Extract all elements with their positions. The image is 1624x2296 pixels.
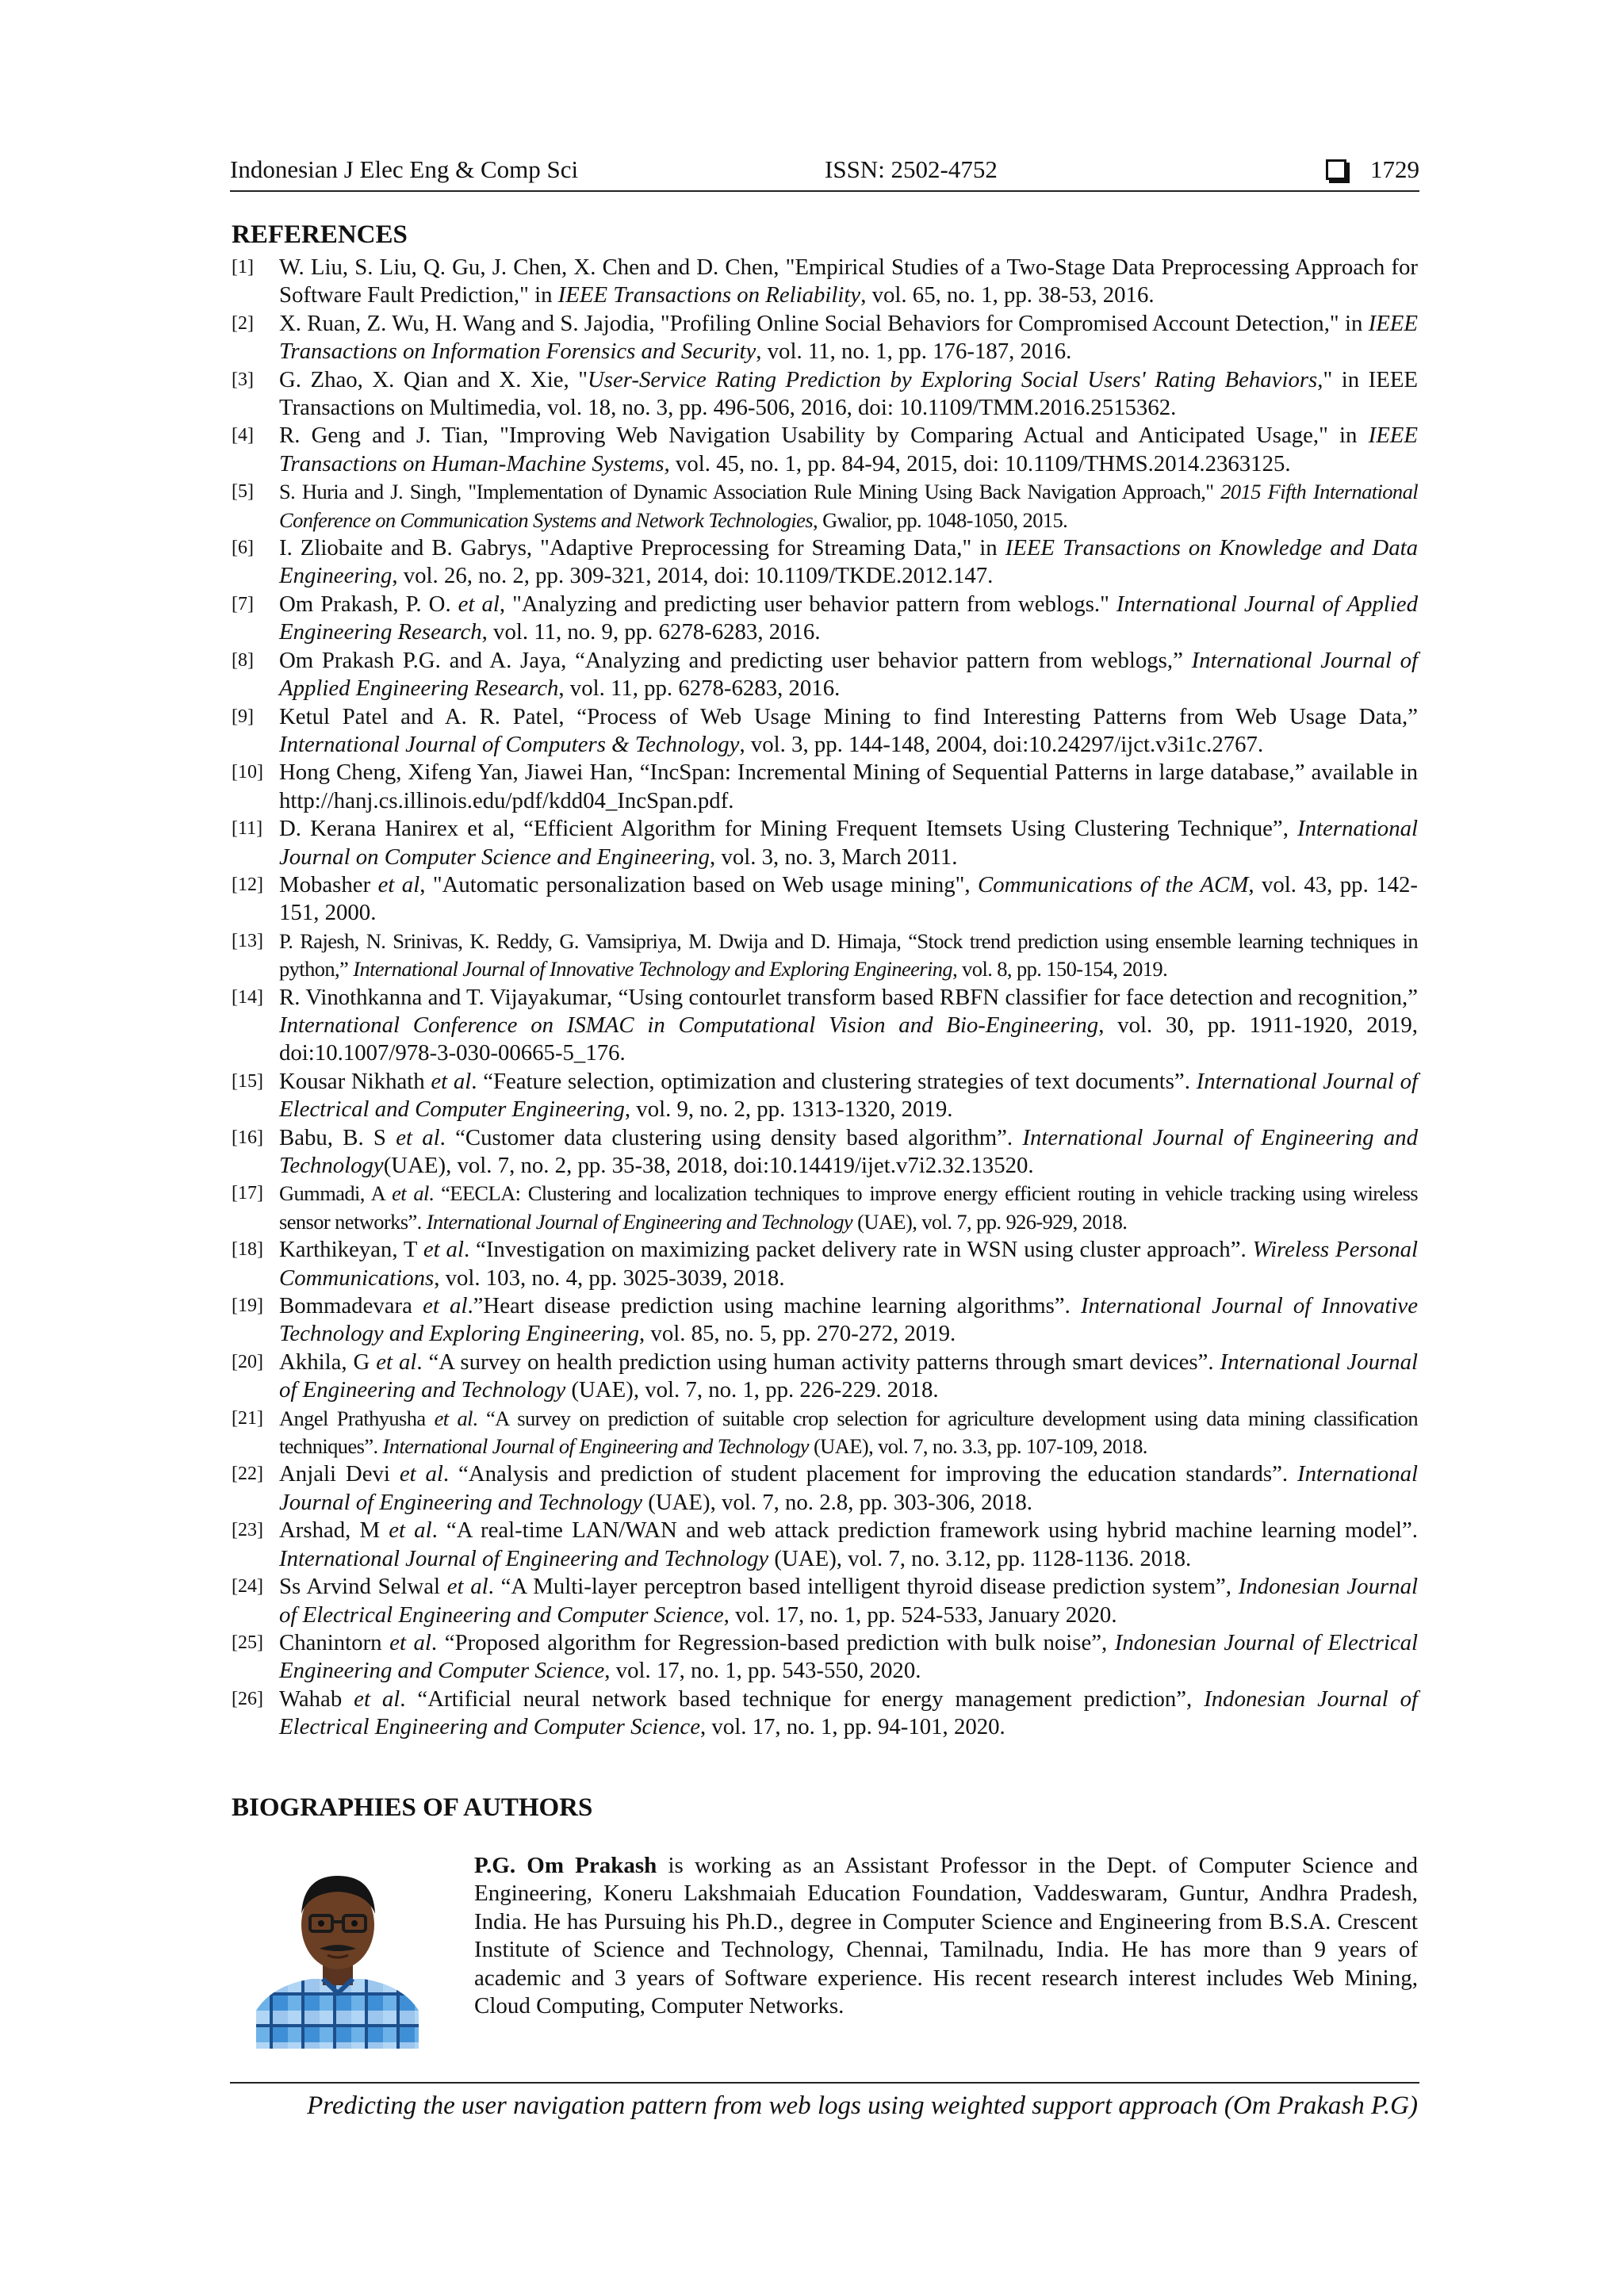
reference-segment: Arshad, M bbox=[279, 1517, 389, 1544]
reference-item bbox=[232, 422, 1418, 478]
reference-segment: W. Liu, S. Liu, Q. Gu, J. Chen, X. Chen and D. Chen, "Empirical Studies of a Two-Stage Data Preprocessing Approach for Software Fault Prediction," in bbox=[279, 254, 1418, 308]
reference-segment: Om Prakash P.G. and A. Jaya, “Analyzing and predicting user behavior pattern from weblogs,” bbox=[279, 647, 1192, 673]
reference-segment: Chanintorn bbox=[279, 1629, 390, 1655]
reference-number: [26] bbox=[232, 1688, 263, 1709]
biographies-heading: BIOGRAPHIES OF AUTHORS bbox=[232, 1793, 593, 1822]
reference-number: [22] bbox=[232, 1464, 263, 1485]
reference-segment: R. Vinothkanna and T. Vijayakumar, “Using contourlet transform based RBFN classifier for face detection and recognition,” bbox=[279, 984, 1418, 1010]
reference-segment: (UAE), vol. 7, no. 2, pp. 35-38, 2018, doi:10.14419/ijet.v7i2.32.13520. bbox=[383, 1153, 1034, 1178]
reference-segment: D. Kerana Hanirex et al, “Efficient Algorithm for Mining Frequent Itemsets Using Clustering Technique”, bbox=[279, 816, 1298, 842]
reference-number: [25] bbox=[232, 1632, 263, 1653]
reference-segment: . “EECLA: Clustering and localization techniques to improve energy efficient routing in vehicle tracking using wireless sensor networks”. bbox=[279, 1181, 1418, 1234]
reference-item bbox=[232, 1292, 1418, 1349]
reference-text bbox=[279, 1292, 1418, 1349]
reference-number: [9] bbox=[232, 706, 254, 727]
reference-italic-segment: International Journal of Engineering and Technology bbox=[279, 1349, 1418, 1403]
reference-italic-segment: International Journal on Computer Science and Engineering bbox=[279, 816, 1418, 870]
reference-text bbox=[279, 534, 1418, 591]
reference-text bbox=[279, 254, 1418, 310]
reference-segment: , vol. 3, pp. 144-148, 2004, doi:10.24297/ijct.v3i1c.2767. bbox=[739, 731, 1264, 757]
reference-segment: Wahab bbox=[279, 1686, 354, 1712]
reference-italic-segment: Indonesian Journal of Electrical Engineering and Computer Science bbox=[279, 1686, 1418, 1740]
reference-italic-segment: et al bbox=[376, 1349, 417, 1375]
reference-item bbox=[232, 1068, 1418, 1124]
reference-item bbox=[232, 1236, 1418, 1292]
author-name: P.G. Om Prakash bbox=[474, 1853, 657, 1878]
reference-text bbox=[279, 1686, 1418, 1742]
reference-segment: (UAE), vol. 7, pp. 926-929, 2018. bbox=[852, 1209, 1128, 1234]
reference-text bbox=[279, 984, 1418, 1068]
reference-item bbox=[232, 759, 1418, 815]
reference-item bbox=[232, 1573, 1418, 1629]
reference-item bbox=[232, 1349, 1418, 1405]
reference-number: [13] bbox=[232, 930, 263, 951]
reference-number: [14] bbox=[232, 986, 263, 1008]
reference-segment: , vol. 17, no. 1, pp. 543-550, 2020. bbox=[604, 1658, 921, 1684]
reference-segment: Mobasher bbox=[279, 871, 378, 897]
author-biography bbox=[474, 1852, 1418, 2020]
reference-text bbox=[279, 591, 1418, 647]
reference-segment: Karthikeyan, T bbox=[279, 1237, 423, 1263]
reference-number: [16] bbox=[232, 1127, 263, 1148]
reference-italic-segment: Indonesian Journal of Electrical Engineering and Computer Science bbox=[279, 1629, 1418, 1684]
reference-segment: , vol. 85, no. 5, pp. 270-272, 2019. bbox=[639, 1321, 956, 1347]
running-footer: Predicting the user navigation pattern from web logs using weighted support approach (Om Prakash P.G) bbox=[307, 2091, 1418, 2120]
reference-text bbox=[279, 1573, 1418, 1629]
reference-number: [19] bbox=[232, 1295, 263, 1317]
reference-number: [24] bbox=[232, 1576, 263, 1598]
reference-italic-segment: International Journal of Innovative Technology and Exploring Engineering bbox=[279, 1293, 1418, 1347]
reference-text bbox=[279, 422, 1418, 478]
reference-segment: . “Analysis and prediction of student placement for improving the education standards”. bbox=[442, 1461, 1298, 1487]
reference-segment: Kousar Nikhath bbox=[279, 1068, 431, 1094]
reference-item bbox=[232, 534, 1418, 591]
reference-italic-segment: IEEE Transactions on Human-Machine Systems, bbox=[279, 423, 1418, 476]
reference-segment: Om Prakash, P. O. bbox=[279, 591, 458, 617]
reference-italic-segment: Communications of the ACM bbox=[978, 871, 1249, 897]
reference-italic-segment: Wireless Personal Communications bbox=[279, 1237, 1418, 1291]
reference-text bbox=[279, 1124, 1418, 1181]
reference-text bbox=[279, 928, 1418, 984]
reference-text bbox=[279, 310, 1418, 366]
reference-segment: . “Investigation on maximizing packet delivery rate in WSN using cluster approach”. bbox=[463, 1237, 1253, 1263]
reference-number: [17] bbox=[232, 1183, 263, 1204]
page-number: 1729 bbox=[1370, 155, 1419, 183]
reference-number: [10] bbox=[232, 762, 263, 783]
reference-segment: (UAE), vol. 7, no. 3.12, pp. 1128-1136. 2018. bbox=[768, 1545, 1192, 1571]
journal-name: Indonesian J Elec Eng & Comp Sci bbox=[230, 155, 579, 183]
reference-item bbox=[232, 1517, 1418, 1573]
reference-segment: S. Huria and J. Singh, "Implementation of Dynamic Association Rule Mining Using Back Navigation Approach," bbox=[279, 480, 1221, 504]
reference-item bbox=[232, 591, 1418, 647]
reference-segment: . “Feature selection, optimization and clustering strategies of text documents”. bbox=[471, 1068, 1197, 1094]
reference-text bbox=[279, 1236, 1418, 1292]
reference-item bbox=[232, 647, 1418, 703]
reference-text bbox=[279, 1517, 1418, 1573]
reference-segment: , vol. 17, no. 1, pp. 94-101, 2020. bbox=[700, 1714, 1005, 1740]
reference-segment: , vol. 26, no. 2, pp. 309-321, 2014, doi: 10.1109/TKDE.2012.147. bbox=[392, 563, 994, 589]
reference-segment: . “A survey on prediction of suitable crop selection for agriculture development using data mining classification techniques”. bbox=[279, 1406, 1418, 1459]
checkbox-square-icon bbox=[1326, 159, 1346, 180]
reference-segment: , "Analyzing and predicting user behavior pattern from weblogs." bbox=[499, 591, 1116, 617]
reference-italic-segment: et al bbox=[431, 1068, 472, 1094]
reference-text bbox=[279, 815, 1418, 871]
reference-item bbox=[232, 871, 1418, 928]
reference-segment: P. Rajesh, N. Srinivas, K. Reddy, G. Vamsipriya, M. Dwija and D. Himaja, “Stock trend prediction using ensemble learning techniques in python,” bbox=[279, 928, 1418, 982]
reference-text bbox=[279, 647, 1418, 703]
reference-segment: , vol. 8, pp. 150-154, 2019. bbox=[952, 957, 1168, 982]
reference-number: [12] bbox=[232, 874, 263, 895]
reference-item bbox=[232, 928, 1418, 984]
running-header bbox=[230, 155, 1419, 192]
reference-item bbox=[232, 815, 1418, 871]
reference-italic-segment: International Journal of Engineering and Technology bbox=[426, 1209, 853, 1234]
reference-segment: (UAE), vol. 7, no. 1, pp. 226-229. 2018. bbox=[565, 1377, 939, 1403]
reference-item bbox=[232, 366, 1418, 423]
reference-italic-segment: International Journal of Engineering and Technology bbox=[279, 1545, 769, 1571]
reference-italic-segment: Indonesian Journal of Electrical Engineering and Computer Science bbox=[279, 1574, 1418, 1628]
reference-text bbox=[279, 871, 1418, 928]
footer-rule bbox=[230, 2082, 1419, 2084]
reference-number: [18] bbox=[232, 1239, 263, 1261]
reference-italic-segment: 2015 Fifth International Conference on Communication Systems and Network Technologies bbox=[279, 480, 1418, 532]
reference-italic-segment: et al bbox=[399, 1461, 443, 1487]
reference-segment: , vol. 11, pp. 6278-6283, 2016. bbox=[558, 675, 841, 702]
reference-number: [15] bbox=[232, 1070, 263, 1092]
reference-italic-segment: et al bbox=[396, 1124, 440, 1150]
reference-segment: Hong Cheng, Xifeng Yan, Jiawei Han, “IncSpan: Incremental Mining of Sequential Patterns in large database,” available in http://hanj.cs.illinois.edu/pdf/kdd04_IncSpan.pdf. bbox=[279, 760, 1418, 813]
reference-text bbox=[279, 1068, 1418, 1124]
reference-segment: , vol. 65, no. 1, pp. 38-53, 2016. bbox=[860, 282, 1155, 308]
issn: ISSN: 2502-4752 bbox=[825, 155, 998, 183]
author-bio-text: is working as an Assistant Professor in the Dept. of Computer Science and Engineering, Koneru Lakshmaiah Education Foundation, Vaddeswaram, Guntur, Andhra Pradesh, India. He has Pursuing his Ph.D., degree in Computer Science and Engineering from B.S.A. Crescent Institute of Science and Technology, Chennai, Tamilnadu, India. He has more than 9 years of academic and 3 years of Software experience. His recent research interest includes Web Mining, Cloud Computing, Computer Networks. bbox=[474, 1853, 1419, 2019]
reference-item bbox=[232, 1405, 1418, 1461]
reference-text bbox=[279, 1180, 1418, 1236]
reference-text bbox=[279, 478, 1418, 534]
reference-segment: . “Artificial neural network based technique for energy management prediction”, bbox=[400, 1686, 1205, 1712]
reference-italic-segment: International Journal of Applied Engineering Research bbox=[279, 591, 1418, 645]
reference-text bbox=[279, 1405, 1418, 1461]
reference-number: [6] bbox=[232, 538, 254, 559]
reference-italic-segment: et al bbox=[423, 1237, 464, 1263]
reference-item bbox=[232, 1124, 1418, 1181]
reference-text bbox=[279, 1460, 1418, 1517]
reference-number: [8] bbox=[232, 649, 254, 671]
reference-number: [4] bbox=[232, 425, 254, 446]
reference-segment: , vol. 103, no. 4, pp. 3025-3039, 2018. bbox=[434, 1265, 785, 1291]
reference-italic-segment: et al bbox=[389, 1629, 431, 1655]
reference-number: [7] bbox=[232, 593, 254, 614]
reference-text bbox=[279, 1629, 1418, 1686]
reference-italic-segment: International Journal of Engineering and Technology bbox=[279, 1461, 1418, 1515]
reference-italic-segment: International Conference on ISMAC in Computational Vision and Bio-Engineering bbox=[279, 1012, 1099, 1038]
reference-italic-segment: IEEE Transactions on Knowledge and Data Engineering bbox=[279, 535, 1418, 589]
reference-segment: G. Zhao, X. Qian and X. Xie, " bbox=[279, 366, 588, 392]
reference-segment: , "Automatic personalization based on Web usage mining", bbox=[419, 871, 979, 897]
reference-segment: Angel Prathyusha bbox=[279, 1406, 435, 1430]
reference-number: [11] bbox=[232, 818, 263, 840]
reference-segment: , vol. 3, no. 3, March 2011. bbox=[710, 844, 958, 870]
reference-segment: Gummadi, A bbox=[279, 1181, 393, 1206]
reference-item bbox=[232, 984, 1418, 1068]
reference-number: [23] bbox=[232, 1520, 263, 1541]
reference-segment: . “A Multi-layer perceptron based intelligent thyroid disease prediction system”, bbox=[488, 1574, 1239, 1600]
reference-item bbox=[232, 1180, 1418, 1236]
reference-italic-segment: et al bbox=[446, 1574, 488, 1600]
reference-item bbox=[232, 1629, 1418, 1686]
reference-italic-segment: User-Service Rating Prediction by Exploring Social Users' Rating Behaviors bbox=[587, 366, 1318, 392]
reference-number: [3] bbox=[232, 369, 254, 390]
reference-text bbox=[279, 366, 1418, 423]
reference-segment: (UAE), vol. 7, no. 2.8, pp. 303-306, 2018. bbox=[642, 1489, 1032, 1515]
reference-segment: , vol. 17, no. 1, pp. 524-533, January 2020. bbox=[723, 1601, 1117, 1628]
reference-number: [20] bbox=[232, 1351, 263, 1372]
reference-number: [5] bbox=[232, 481, 254, 503]
reference-text bbox=[279, 1349, 1418, 1405]
reference-italic-segment: International Journal of Applied Engineering Research bbox=[279, 647, 1418, 702]
reference-italic-segment: et al bbox=[434, 1406, 473, 1430]
reference-text bbox=[279, 703, 1418, 760]
reference-number: [1] bbox=[232, 257, 254, 277]
reference-segment: , vol. 11, no. 1, pp. 176-187, 2016. bbox=[756, 339, 1072, 365]
reference-segment: . “A real-time LAN/WAN and web attack prediction framework using hybrid machine learning model”. bbox=[431, 1517, 1418, 1544]
reference-segment: Ketul Patel and A. R. Patel, “Process of Web Usage Mining to find Interesting Patterns from Web Usage Data,” bbox=[279, 703, 1418, 729]
reference-segment: I. Zliobaite and B. Gabrys, "Adaptive Preprocessing for Streaming Data," in bbox=[279, 535, 1005, 561]
reference-italic-segment: International Journal of Engineering and Technology bbox=[279, 1124, 1418, 1178]
reference-segment: Ss Arvind Selwal bbox=[279, 1574, 447, 1600]
reference-italic-segment: International Journal of Electrical and Computer Engineering bbox=[279, 1068, 1418, 1123]
reference-italic-segment: IEEE Transactions on Reliability bbox=[557, 282, 861, 308]
reference-italic-segment: et al bbox=[423, 1293, 468, 1319]
reference-segment: X. Ruan, Z. Wu, H. Wang and S. Jajodia, "Profiling Online Social Behaviors for Compromised Account Detection," in bbox=[279, 310, 1369, 336]
reference-italic-segment: et al bbox=[377, 871, 420, 897]
reference-item bbox=[232, 1460, 1418, 1517]
reference-number: [2] bbox=[232, 312, 254, 334]
author-photo bbox=[256, 1852, 419, 2049]
reference-item bbox=[232, 478, 1418, 534]
reference-segment: . “Customer data clustering using density based algorithm”. bbox=[439, 1124, 1023, 1150]
reference-segment: R. Geng and J. Tian, "Improving Web Navigation Usability by Comparing Actual and Anticipated Usage," in bbox=[279, 423, 1369, 449]
reference-segment: Babu, B. S bbox=[279, 1124, 396, 1150]
reference-segment: . “A survey on health prediction using human activity patterns through smart devices”. bbox=[416, 1349, 1220, 1375]
reference-segment: .”Heart disease prediction using machine learning algorithms”. bbox=[467, 1293, 1081, 1319]
reference-item bbox=[232, 703, 1418, 760]
reference-segment: Anjali Devi bbox=[279, 1461, 400, 1487]
reference-italic-segment: et al bbox=[354, 1686, 400, 1712]
reference-italic-segment: et al bbox=[389, 1517, 432, 1544]
reference-segment: ," in IEEE Transactions on Multimedia, vol. 18, no. 3, pp. 496-506, 2016, doi: 10.1109/TMM.2016.2515362. bbox=[279, 366, 1419, 421]
reference-segment: , vol. 43, pp. 142-151, 2000. bbox=[279, 871, 1418, 926]
reference-italic-segment: International Journal of Innovative Technology and Exploring Engineering bbox=[353, 957, 953, 982]
reference-segment: (UAE), vol. 7, no. 3.3, pp. 107-109, 2018. bbox=[808, 1434, 1147, 1459]
reference-italic-segment: IEEE Transactions on Information Forensics and Security bbox=[279, 310, 1418, 365]
reference-item bbox=[232, 1686, 1418, 1742]
reference-text bbox=[279, 759, 1418, 815]
references-heading: REFERENCES bbox=[232, 220, 408, 249]
reference-segment: Bommadevara bbox=[279, 1293, 423, 1319]
references-list bbox=[232, 254, 1418, 1742]
reference-segment: . “Proposed algorithm for Regression-based prediction with bulk noise”, bbox=[431, 1629, 1115, 1655]
reference-number: [21] bbox=[232, 1407, 263, 1429]
reference-item bbox=[232, 254, 1418, 310]
reference-segment: , vol. 30, pp. 1911-1920, 2019, doi:10.1007/978-3-030-00665-5_176. bbox=[279, 1012, 1418, 1066]
reference-segment: , vol. 9, no. 2, pp. 1313-1320, 2019. bbox=[624, 1096, 953, 1123]
reference-italic-segment: et al bbox=[458, 591, 500, 617]
reference-segment: , vol. 11, no. 9, pp. 6278-6283, 2016. bbox=[481, 619, 821, 645]
reference-segment: , Gwalior, pp. 1048-1050, 2015. bbox=[813, 507, 1068, 532]
reference-segment: Akhila, G bbox=[279, 1349, 377, 1375]
reference-italic-segment: International Journal of Engineering and Technology bbox=[382, 1434, 809, 1459]
reference-segment: vol. 45, no. 1, pp. 84-94, 2015, doi: 10.1109/THMS.2014.2363125. bbox=[669, 450, 1291, 476]
author-portrait-illustration bbox=[256, 1852, 419, 2049]
reference-italic-segment: et al bbox=[392, 1181, 429, 1206]
reference-item bbox=[232, 310, 1418, 366]
reference-italic-segment: International Journal of Computers & Technology bbox=[279, 731, 740, 757]
